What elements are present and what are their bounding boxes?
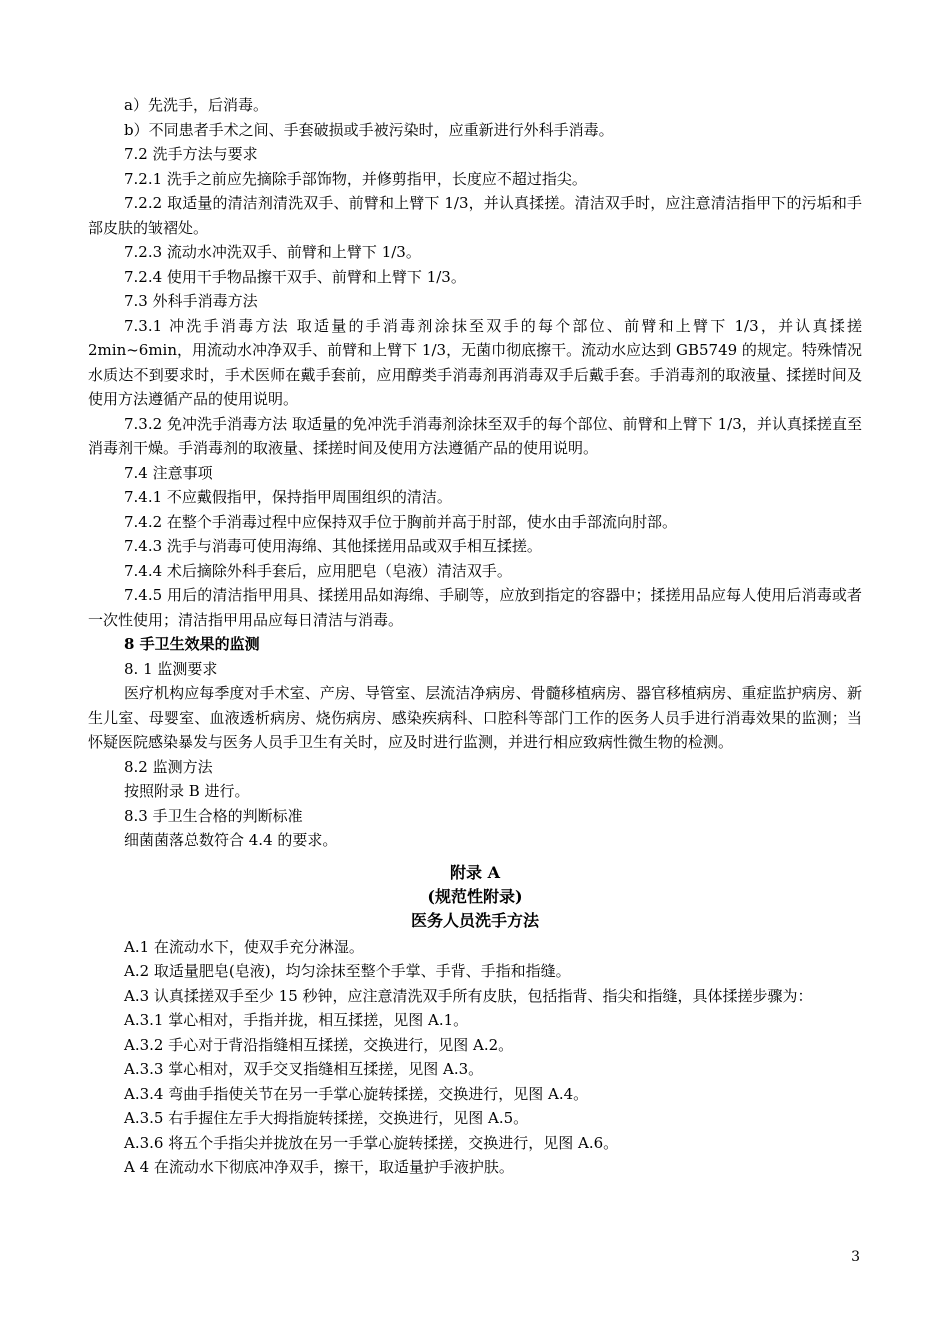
paragraph: 7.4.5 用后的清洁指甲用具、揉搓用品如海绵、手刷等，应放到指定的容器中；揉搓用品应每人使用后消毒或者一次性使用；清洁指甲用品应每日清洁与消毒。 [88, 586, 862, 629]
appendix-type: (规范性附录) [427, 886, 523, 906]
paragraph: 7.4.1 不应戴假指甲，保持指甲周围组织的清洁。 [124, 488, 452, 506]
paragraph: 7.4.4 术后摘除外科手套后，应用肥皂（皂液）清洁双手。 [124, 561, 512, 580]
paragraph: A.2 取适量肥皂(皂液)，均匀涂抹至整个手掌、手背、手指和指缝。 [124, 962, 571, 980]
document-body [88, 93, 862, 1180]
paragraph: A.3.5 右手握住左手大拇指旋转揉搓，交换进行，见图 A.5。 [124, 1109, 529, 1127]
paragraph: A.3 认真揉搓双手至少 15 秒钟，应注意清洗双手所有皮肤，包括指背、指尖和指缝，具体揉搓步骤为： [124, 986, 813, 1005]
paragraph: 7.2.1 洗手之前应先摘除手部饰物，并修剪指甲，长度应不超过指尖。 [124, 169, 587, 188]
appendix-title: 医务人员洗手方法 [410, 910, 539, 930]
subsection-heading: 8. 1 监测要求 [124, 659, 218, 678]
paragraph: 医疗机构应每季度对手术室、产房、导管室、层流洁净病房、骨髓移植病房、器官移植病房、重症监护病房、新生儿室、母婴室、血液透析病房、烧伤病房、感染疾病科、口腔科等部门工作的医务人员手进行消毒效果的监测；当怀疑医院感染暴发与医务人员手卫生有关时，应及时进行监测，并进行相应致病性微生物的检测。 [88, 684, 862, 751]
paragraph: A.1 在流动水下，使双手充分淋湿。 [124, 937, 364, 956]
subsection-heading: 8.3 手卫生合格的判断标准 [124, 806, 303, 825]
section-heading: 8 手卫生效果的监测 [124, 635, 260, 653]
paragraph: 7.4.2 在整个手消毒过程中应保持双手位于胸前并高于肘部，使水由手部流向肘部。 [124, 512, 677, 531]
paragraph: b）不同患者手术之间、手套破损或手被污染时，应重新进行外科手消毒。 [124, 120, 614, 139]
paragraph: A.3.2 手心对于背沿指缝相互揉搓，交换进行，见图 A.2。 [124, 1035, 514, 1054]
paragraph: 7.2.2 取适量的清洁剂清洗双手、前臂和上臂下 1/3，并认真揉搓。清洁双手时，应注意清洁指甲下的污垢和手部皮肤的皱褶处。 [88, 194, 862, 237]
subsection-heading: 8.2 监测方法 [124, 757, 213, 776]
paragraph: A.3.3 掌心相对，双手交叉指缝相互揉搓，见图 A.3。 [124, 1060, 484, 1078]
paragraph: 7.2.4 使用干手物品擦干双手、前臂和上臂下 1/3。 [124, 267, 466, 286]
paragraph: 细菌菌落总数符合 4.4 的要求。 [124, 831, 338, 849]
paragraph: 7.3.1 冲洗手消毒方法 取适量的手消毒剂涂抹至双手的每个部位、前臂和上臂下 1/3，并认真揉搓 2min~6min，用流动水冲净双手、前臂和上臂下 1/3，无菌巾彻底擦干。流动水应达到 GB5749 的规定。特殊情况水质达不到要求时，手术医师在戴手套前，应用醇类手消毒剂再消毒双手后戴手套。手消毒剂的取液量、揉搓时间及使用方法遵循产品的使用说明。 [88, 316, 862, 408]
paragraph: A.3.1 掌心相对，手指并拢，相互揉搓，见图 A.1。 [124, 1011, 469, 1029]
paragraph: 7.2.3 流动水冲洗双手、前臂和上臂下 1/3。 [124, 243, 421, 261]
appendix-label: 附录 A [450, 862, 500, 882]
paragraph: A.3.4 弯曲手指使关节在另一手掌心旋转揉搓，交换进行，见图 A.4。 [124, 1084, 589, 1103]
subsection-heading: 7.3 外科手消毒方法 [124, 292, 258, 310]
subsection-heading: 7.4 注意事项 [124, 463, 213, 482]
paragraph: a）先洗手，后消毒。 [124, 96, 268, 114]
page-number: 3 [851, 1249, 860, 1265]
paragraph: 7.4.3 洗手与消毒可使用海绵、其他揉搓用品或双手相互揉搓。 [124, 537, 542, 555]
paragraph: A 4 在流动水下彻底冲净双手，擦干，取适量护手液护肤。 [124, 1158, 514, 1176]
subsection-heading: 7.2 洗手方法与要求 [124, 145, 258, 163]
paragraph: 7.3.2 免冲洗手消毒方法 取适量的免冲洗手消毒剂涂抹至双手的每个部位、前臂和上臂下 1/3，并认真揉搓直至消毒剂干燥。手消毒剂的取液量、揉搓时间及使用方法遵循产品的使用说明。 [88, 414, 862, 457]
paragraph: 按照附录 B 进行。 [124, 782, 250, 800]
paragraph: A.3.6 将五个手指尖并拢放在另一手掌心旋转揉搓，交换进行，见图 A.6。 [124, 1133, 619, 1152]
